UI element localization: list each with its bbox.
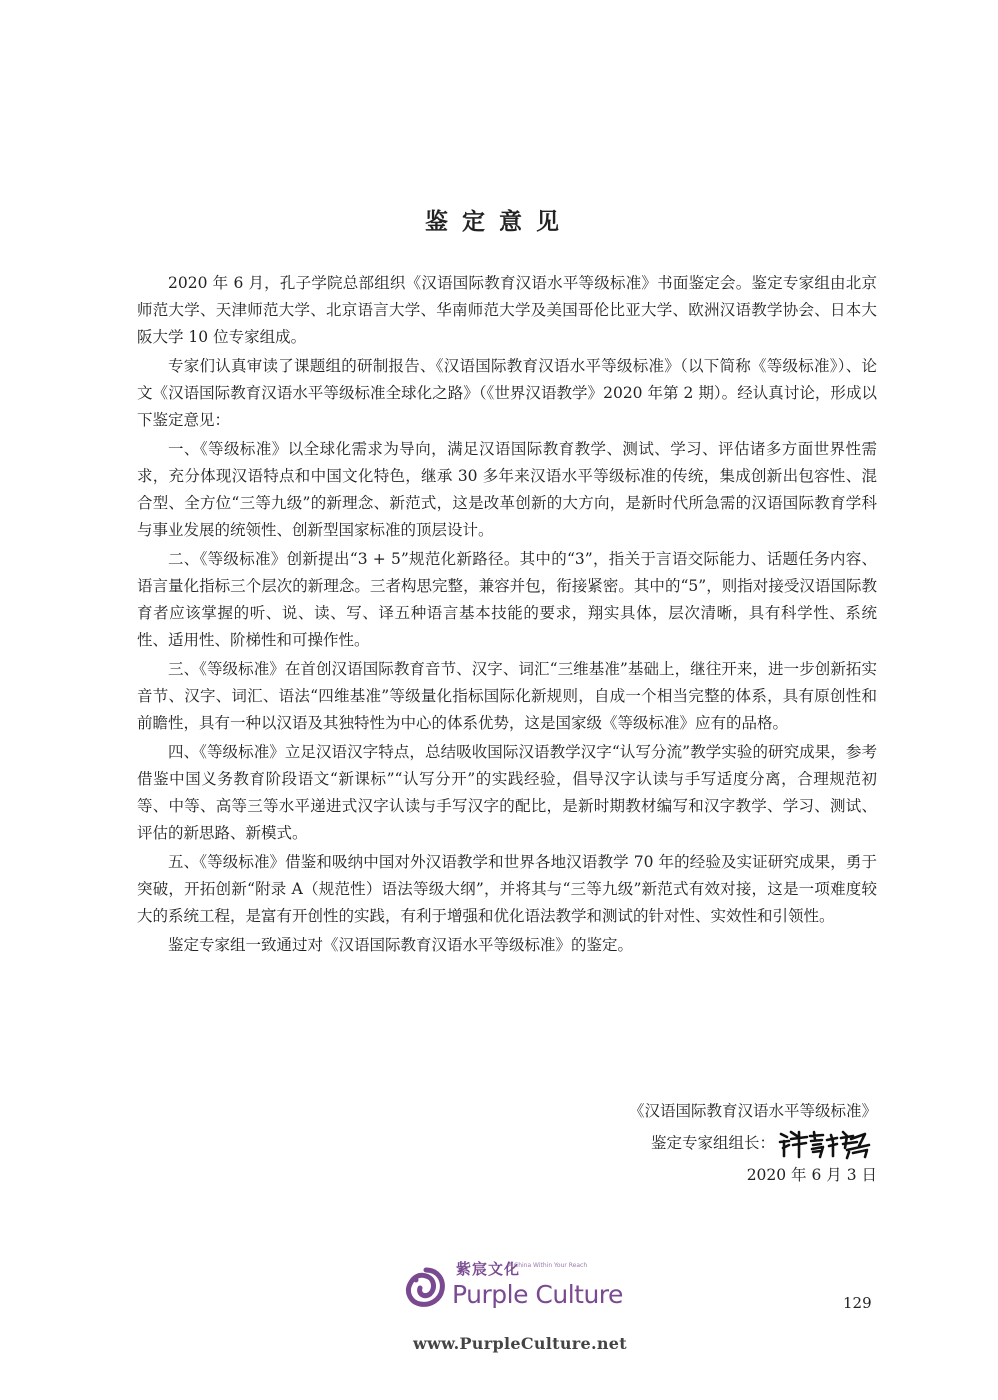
paragraph: 三、《等级标准》在首创汉语国际教育音节、汉字、词汇“三维基准”基础上，继往开来，进一步创新拓实音节、汉字、词汇、语法“四维基准”等级量化指标国际化新规则，自成一个相当完整的体系，具有原创性和前瞻性，具有一种以汉语及其独特性为中心的体系优势，这是国家级《等级标准》应有的品格。 [137, 660, 877, 732]
paragraph: 2020 年 6 月，孔子学院总部组织《汉语国际教育汉语水平等级标准》书面鉴定会。鉴定专家组由北京师范大学、天津师范大学、北京语言大学、华南师范大学及美国哥伦比亚大学、欧洲汉语教学协会、日本大阪大学 10 位专家组成。 [137, 274, 877, 346]
paragraph: 四、《等级标准》立足汉语汉字特点，总结吸收国际汉语教学汉字“认写分流”教学实验的研究成果，参考借鉴中国义务教育阶段语文“新课标”“认写分开”的实践经验，倡导汉字认读与手写适度分离，合理规范初等、中等、高等三等水平递进式汉字认读与手写汉字的配比，是新时期教材编写和汉字教学、学习、测试、评估的新思路、新模式。 [137, 743, 877, 842]
document-name: 《汉语国际教育汉语水平等级标准》 [628, 1102, 877, 1120]
paragraph: 鉴定专家组一致通过对《汉语国际教育汉语水平等级标准》的鉴定。 [168, 936, 634, 954]
signature-block [629, 1096, 877, 1190]
page-number: 129 [843, 1294, 872, 1312]
logo-chinese-name: 紫宸文化 [456, 1260, 521, 1278]
handwritten-signature [777, 1126, 877, 1160]
leader-row [629, 1126, 877, 1160]
watermark-url: www.PurpleCulture.net [413, 1334, 627, 1353]
sign-date: 2020 年 6 月 3 日 [746, 1166, 877, 1184]
logo-english-name: Purple Culture [452, 1280, 623, 1309]
leader-label: 鉴定专家组组长： [650, 1134, 775, 1152]
page-title: 鉴定意见 [425, 209, 573, 235]
purple-culture-logo [404, 1258, 623, 1328]
signature-icon [777, 1126, 877, 1160]
body-text [137, 270, 877, 961]
paragraph: 二、《等级标准》创新提出“3 + 5”规范化新路径。其中的“3”，指关于言语交际能力、话题任务内容、语言量化指标三个层次的新理念。三者构思完整，兼容并包，衔接紧密。其中的“5”，则指对接受汉语国际教育者应该掌握的听、说、读、写、译五种语言基本技能的要求，翔实具体，层次清晰，具有科学性、系统性、适用性、阶梯性和可操作性。 [137, 550, 877, 649]
paragraph: 一、《等级标准》以全球化需求为导向，满足汉语国际教育教学、测试、学习、评估诸多方面世界性需求，充分体现汉语特点和中国文化特色，继承 30 多年来汉语水平等级标准的传统，集成创新出包容性、混合型、全方位“三等九级”的新理念、新范式，这是改革创新的大方向，是新时代所急需的汉语国际教育学科与事业发展的统领性、创新型国家标准的顶层设计。 [137, 440, 877, 539]
paragraph: 专家们认真审读了课题组的研制报告、《汉语国际教育汉语水平等级标准》（以下简称《等级标准》）、论文《汉语国际教育汉语水平等级标准全球化之路》（《世界汉语教学》2020 年第 2 期）。经认真讨论，形成以下鉴定意见： [137, 357, 877, 429]
paragraph: 五、《等级标准》借鉴和吸纳中国对外汉语教学和世界各地汉语教学 70 年的经验及实证研究成果，勇于突破，开拓创新“附录 A（规范性）语法等级大纲”，并将其与“三等九级”新范式有效对接，这是一项难度较大的系统工程，是富有开创性的实践，有利于增强和优化语法教学和测试的针对性、实效性和引领性。 [137, 853, 877, 925]
logo-tagline: A China Within Your Reach [508, 1262, 588, 1269]
purple-culture-logo-icon [404, 1266, 448, 1310]
